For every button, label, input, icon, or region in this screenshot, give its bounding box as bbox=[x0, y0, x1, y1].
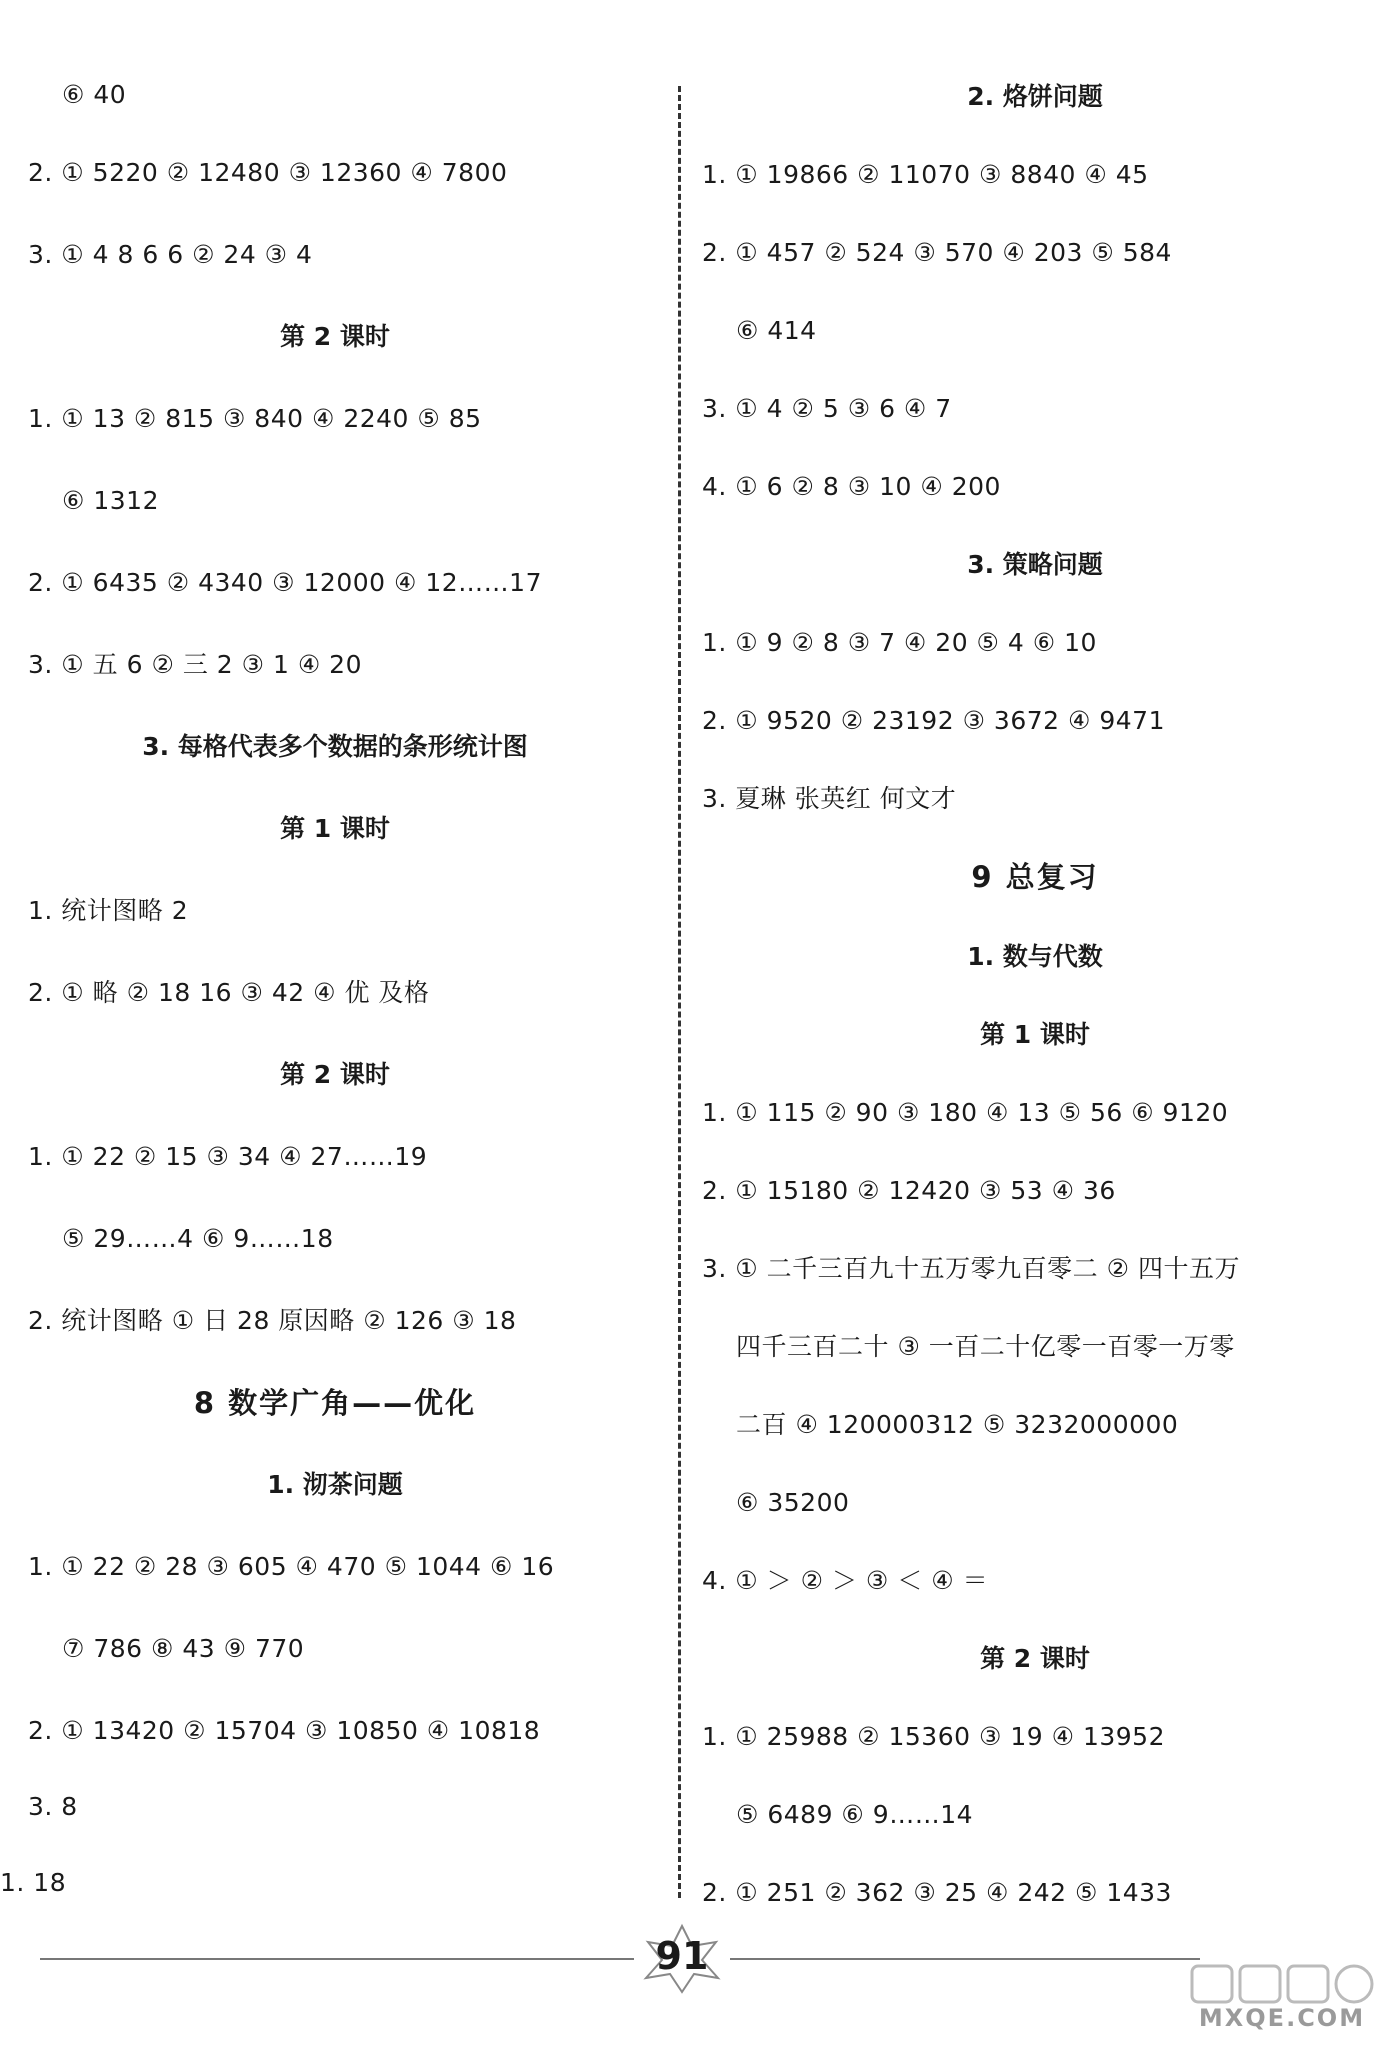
watermark-logo-icon bbox=[1182, 1960, 1382, 2008]
answer-line: ⑥ 414 bbox=[736, 316, 817, 345]
column-divider bbox=[678, 86, 681, 1898]
answer-line: 3. ① 二千三百九十五万零九百零二 ② 四十五万 bbox=[702, 1254, 1240, 1283]
chapter-heading: 9 总复习 bbox=[971, 860, 1099, 894]
answer-line: 1. ① 25988 ② 15360 ③ 19 ④ 13952 bbox=[702, 1722, 1165, 1751]
section-heading: 1. 沏茶问题 bbox=[267, 1470, 403, 1499]
answer-line: 3. 8 bbox=[28, 1792, 78, 1821]
answer-line: 1. ① 13 ② 815 ③ 840 ④ 2240 ⑤ 85 bbox=[28, 404, 482, 433]
answer-line: 2. ① 13420 ② 15704 ③ 10850 ④ 10818 bbox=[28, 1716, 541, 1745]
lesson-heading: 第 2 课时 bbox=[980, 1644, 1090, 1673]
answer-line: 二百 ④ 120000312 ⑤ 3232000000 bbox=[736, 1410, 1179, 1439]
answer-line: 2. ① 6435 ② 4340 ③ 12000 ④ 12……17 bbox=[28, 568, 542, 597]
answer-line: 3. ① 五 6 ② 三 2 ③ 1 ④ 20 bbox=[28, 650, 362, 679]
footer-rule-right bbox=[730, 1958, 1200, 1960]
page-number-badge bbox=[634, 1922, 730, 1994]
answer-line: 1. ① 9 ② 8 ③ 7 ④ 20 ⑤ 4 ⑥ 10 bbox=[702, 628, 1097, 657]
answer-line: 2. ① 457 ② 524 ③ 570 ④ 203 ⑤ 584 bbox=[702, 238, 1172, 267]
answer-line: 2. ① 略 ② 18 16 ③ 42 ④ 优 及格 bbox=[28, 978, 430, 1007]
answer-line: 3. 夏琳 张英红 何文才 bbox=[702, 784, 957, 813]
section-heading: 3. 每格代表多个数据的条形统计图 bbox=[142, 732, 528, 761]
answer-line: 1. ① 115 ② 90 ③ 180 ④ 13 ⑤ 56 ⑥ 9120 bbox=[702, 1098, 1229, 1127]
section-heading: 3. 策略问题 bbox=[967, 550, 1103, 579]
answer-line: 2. ① 9520 ② 23192 ③ 3672 ④ 9471 bbox=[702, 706, 1165, 735]
answer-line: 4. ① 6 ② 8 ③ 10 ④ 200 bbox=[702, 472, 1001, 501]
section-heading: 1. 数与代数 bbox=[967, 942, 1103, 971]
page-number: 91 bbox=[655, 1934, 709, 1978]
section-heading: 2. 烙饼问题 bbox=[967, 82, 1103, 111]
answer-line: 2. ① 5220 ② 12480 ③ 12360 ④ 7800 bbox=[28, 158, 508, 187]
answer-line: 1. ① 19866 ② 11070 ③ 8840 ④ 45 bbox=[702, 160, 1149, 189]
answer-line: 3. ① 4 ② 5 ③ 6 ④ 7 bbox=[702, 394, 952, 423]
answer-line: ⑦ 786 ⑧ 43 ⑨ 770 bbox=[62, 1634, 305, 1663]
answer-line: ⑥ 40 bbox=[62, 80, 127, 109]
watermark-text: MXQE.COM bbox=[1198, 2004, 1366, 2032]
answer-line: 2. 统计图略 ① 日 28 原因略 ② 126 ③ 18 bbox=[28, 1306, 517, 1335]
answer-line: 1. ① 22 ② 15 ③ 34 ④ 27……19 bbox=[28, 1142, 428, 1171]
answer-line: 4. ① ＞ ② ＞ ③ ＜ ④ ＝ bbox=[702, 1566, 989, 1595]
answer-line: 1. 18 bbox=[0, 1868, 67, 1897]
answer-line: ⑥ 1312 bbox=[62, 486, 159, 515]
answer-line: 1. ① 22 ② 28 ③ 605 ④ 470 ⑤ 1044 ⑥ 16 bbox=[28, 1552, 555, 1581]
lesson-heading: 第 1 课时 bbox=[280, 814, 390, 843]
chapter-heading: 8 数学广角——优化 bbox=[193, 1386, 477, 1420]
answer-line: ⑤ 29……4 ⑥ 9……18 bbox=[62, 1224, 334, 1253]
watermark bbox=[1182, 1960, 1382, 2040]
answer-line: ⑥ 35200 bbox=[736, 1488, 850, 1517]
footer-rule-left bbox=[40, 1958, 634, 1960]
answer-line: 2. ① 251 ② 362 ③ 25 ④ 242 ⑤ 1433 bbox=[702, 1878, 1172, 1907]
lesson-heading: 第 2 课时 bbox=[280, 322, 390, 351]
answer-line: 四千三百二十 ③ 一百二十亿零一百零一万零 bbox=[736, 1332, 1235, 1361]
answer-line: 3. ① 4 8 6 6 ② 24 ③ 4 bbox=[28, 240, 313, 269]
answer-line: ⑤ 6489 ⑥ 9……14 bbox=[736, 1800, 974, 1829]
answer-line: 1. 统计图略 2 bbox=[28, 896, 189, 925]
lesson-heading: 第 2 课时 bbox=[280, 1060, 390, 1089]
answer-line: 2. ① 15180 ② 12420 ③ 53 ④ 36 bbox=[702, 1176, 1116, 1205]
lesson-heading: 第 1 课时 bbox=[980, 1020, 1090, 1049]
